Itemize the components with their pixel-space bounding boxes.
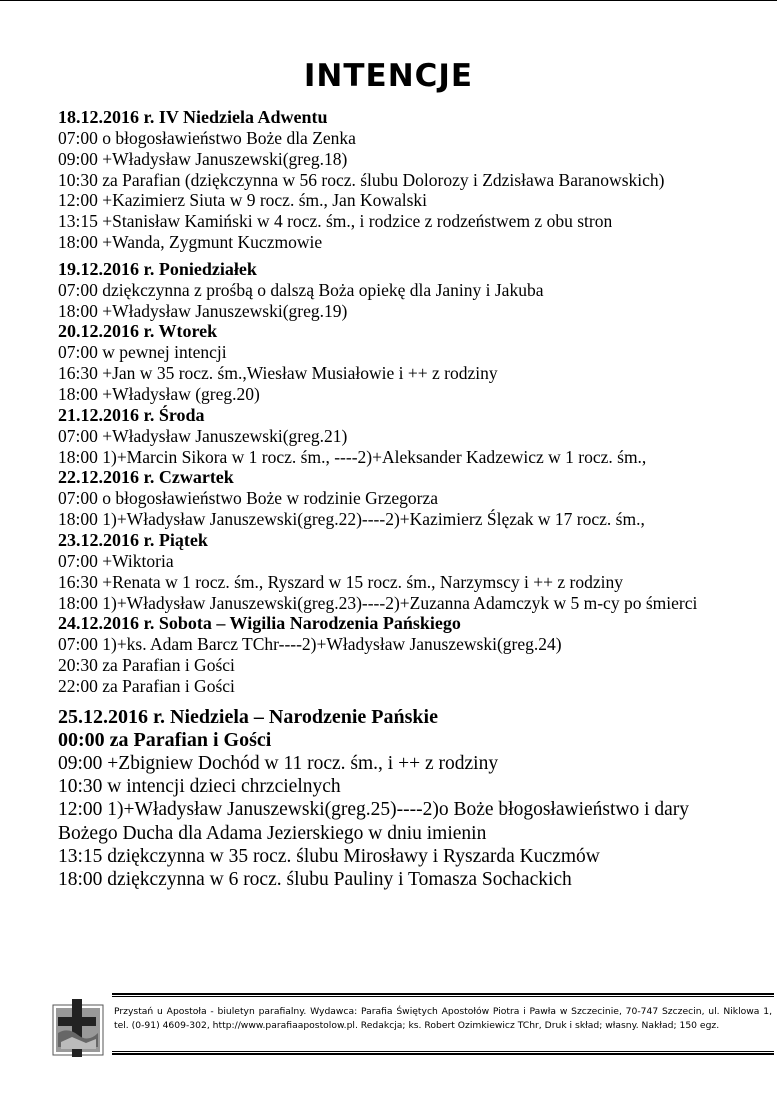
intention-entry: 18:00 1)+Marcin Sikora w 1 rocz. śm., ----2)+Aleksander Kadzewicz w 1 rocz. śm.,: [58, 446, 647, 467]
intention-entry: 07:00 o błogosławieństwo Boże dla Zenka: [58, 128, 356, 148]
day-block: [58, 530, 718, 613]
day-heading: 25.12.2016 r. Niedziela – Narodzenie Pańskie: [58, 705, 438, 728]
intention-entry: 12:00 +Kazimierz Siuta w 9 rocz. śm., Jan Kowalski: [58, 190, 428, 211]
day-block: [58, 107, 718, 253]
intention-entry: 13:15 dziękczynna w 35 rocz. ślubu Mirosławy i Ryszarda Kuczmów: [58, 845, 600, 867]
day-heading: 23.12.2016 r. Piątek: [58, 529, 208, 550]
intentions-list: [58, 107, 718, 892]
day-heading: 24.12.2016 r. Sobota – Wigilia Narodzenia Pańskiego: [58, 613, 461, 634]
top-border: [0, 0, 777, 1]
intention-entry: 16:30 +Jan w 35 rocz. śm.,Wiesław Musiałowie i ++ z rodziny: [58, 363, 498, 384]
intention-entry: 18:00 +Władysław (greg.20): [58, 383, 260, 404]
intention-entry: 18:00 +Wanda, Zygmunt Kuczmowie: [58, 231, 323, 252]
intention-entry: 20:30 za Parafian i Gości: [58, 655, 235, 676]
intention-entry: 07:00 +Wiktoria: [58, 550, 174, 571]
intention-entry: 10:30 za Parafian (dziękczynna w 56 rocz. ślubu Dolorozy i Zdzisława Baranowskich): [58, 169, 665, 190]
intention-entry: 07:00 o błogosławieństwo Boże w rodzinie Grzegorza: [58, 488, 439, 509]
day-heading: 21.12.2016 r. Środa: [58, 404, 205, 425]
footer-top-rule: [112, 993, 774, 997]
intention-entry: 09:00 +Zbigniew Dochód w 11 rocz. śm., i ++ z rodziny: [58, 752, 499, 774]
parish-logo-icon: [52, 997, 104, 1059]
christmas-day-block: [58, 706, 718, 892]
day-block: [58, 259, 718, 322]
footer-bottom-rule: [112, 1051, 774, 1055]
day-heading: 20.12.2016 r. Wtorek: [58, 321, 218, 342]
intention-entry: 18:00 1)+Władysław Januszewski(greg.22)----2)+Kazimierz Ślęzak w 17 rocz. śm.,: [58, 509, 645, 530]
intention-entry: 13:15 +Stanisław Kamiński w 4 rocz. śm., i rodzice z rodzeństwem z obu stron: [58, 211, 613, 232]
intention-entry: 22:00 za Parafian i Gości: [58, 675, 235, 696]
day-block: [58, 467, 718, 530]
day-block: [58, 405, 718, 468]
intention-entry: 18:00 +Władysław Januszewski(greg.19): [58, 300, 348, 321]
intention-entry: 18:00 dziękczynna w 6 rocz. ślubu Pauliny i Tomasza Sochackich: [58, 869, 572, 891]
intention-entry: 07:00 w pewnej intencji: [58, 342, 227, 363]
footer: [52, 993, 772, 1063]
intention-entry: 09:00 +Władysław Januszewski(greg.18): [58, 148, 348, 169]
intention-entry: 07:00 +Władysław Januszewski(greg.21): [58, 425, 348, 446]
intention-entry: 18:00 1)+Władysław Januszewski(greg.23)----2)+Zuzanna Adamczyk w 5 m-cy po śmierci: [58, 592, 698, 613]
day-block: [58, 321, 718, 404]
day-heading: 18.12.2016 r. IV Niedziela Adwentu: [58, 107, 328, 127]
day-heading: 22.12.2016 r. Czwartek: [58, 467, 234, 488]
intention-entry: 07:00 dziękczynna z prośbą o dalszą Boża opiekę dla Janiny i Jakuba: [58, 279, 544, 300]
midnight-mass-entry: 00:00 za Parafian i Gości: [58, 728, 272, 751]
footer-imprint: Przystań u Apostoła - biuletyn parafialny. Wydawca: Parafia Świętych Apostołów Piotra i Pawła w Szczecinie, 70-747 Szczecin, ul. Niklowa 1, tel. (0-91) 4609-302, http://www.parafiaapostolow.pl. Redakcja; ks. Robert Ozimkiewicz TChr, Druk i skład; własny. Nakład; 150 egz.: [114, 1006, 772, 1031]
day-block: [58, 613, 718, 696]
intention-entry: 10:30 w intencji dzieci chrzcielnych: [58, 776, 341, 798]
intention-entry: 12:00 1)+Władysław Januszewski(greg.25)----2)o Boże błogosławieństwo i dary Bożego Ducha dla Adama Jezierskiego w dniu imienin: [58, 799, 690, 844]
page-title: INTENCJE: [303, 58, 474, 94]
intention-entry: 07:00 1)+ks. Adam Barcz TChr----2)+Władysław Januszewski(greg.24): [58, 634, 562, 655]
day-heading: 19.12.2016 r. Poniedziałek: [58, 258, 257, 279]
intention-entry: 16:30 +Renata w 1 rocz. śm., Ryszard w 15 rocz. śm., Narzymscy i ++ z rodziny: [58, 571, 623, 592]
